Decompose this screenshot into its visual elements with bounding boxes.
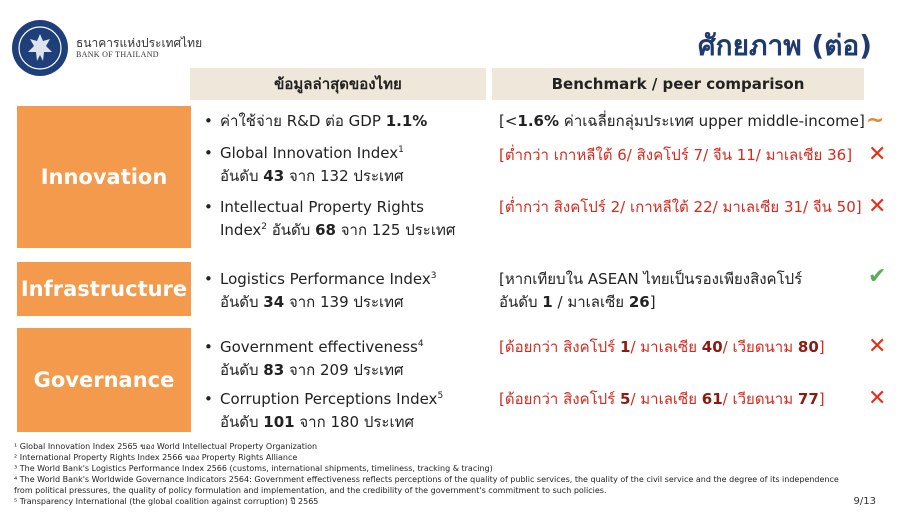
list-item: • ค่าใช้จ่าย R&D ต่อ GDP 1.1%	[204, 112, 428, 130]
tilde-icon: ~	[866, 108, 885, 133]
footnote: ⁴ The World Bank's Worldwide Governance Indicators 2564: Government effectiveness reflects perceptions of the quality of public services, the quality of the civil service and the degree of its independence from political pressures, the quality of policy formulation and implementation, and the credibility of the government's commitment to such policies.	[14, 475, 839, 495]
category-innovation: Innovation	[17, 106, 191, 248]
cross-icon: ✕	[868, 386, 887, 411]
footnotes	[14, 441, 844, 507]
cross-icon: ✕	[868, 194, 887, 219]
bank-name-english: BANK OF THAILAND	[76, 50, 159, 59]
list-item: • Global Innovation Index$^1$ อันดับ 43 จาก 132 ประเทศ	[204, 144, 404, 185]
benchmark-text: [<1.6% ค่าเฉลี่ยกลุ่มประเทศ upper middle-income]	[499, 112, 865, 130]
bank-name-thai: ธนาคารแห่งประเทศไทย	[76, 36, 203, 50]
benchmark-text: [ด้อยกว่า สิงคโปร์ 5/ มาเลเซีย 61/ เวียดนาม 77]	[499, 390, 825, 408]
category-infrastructure: Infrastructure	[17, 262, 191, 316]
column-header-thai-data: ข้อมูลล่าสุดของไทย	[190, 68, 486, 100]
cross-icon: ✕	[868, 334, 887, 359]
check-icon: ✔	[868, 264, 887, 289]
list-item: • Government effectiveness$^4$ อันดับ 83 จาก 209 ประเทศ	[204, 338, 424, 379]
column-header-benchmark: Benchmark / peer comparison	[492, 68, 864, 100]
list-item: • Corruption Perceptions Index$^5$ อันดับ 101 จาก 180 ประเทศ	[204, 390, 444, 431]
garuda-emblem-icon	[17, 25, 63, 71]
bank-of-thailand-logo	[12, 20, 68, 76]
cross-icon: ✕	[868, 142, 887, 167]
benchmark-text: [ด้อยกว่า สิงคโปร์ 1/ มาเลเซีย 40/ เวียดนาม 80]	[499, 338, 825, 356]
benchmark-text: [ต่ำกว่า สิงคโปร์ 2/ เกาหลีใต้ 22/ มาเลเซีย 31/ จีน 50]	[499, 198, 862, 216]
slide	[4, 4, 902, 516]
page-number: 9/13	[853, 496, 876, 507]
benchmark-text: [หากเทียบใน ASEAN ไทยเป็นรองเพียงสิงคโปร์ อันดับ 1 / มาเลเซีย 26]	[499, 270, 803, 311]
footnote: ³ The World Bank's Logistics Performance Index 2566 (customs, international shipments, timeliness, tracking & tracing)	[14, 464, 493, 473]
page-title: ศักยภาพ (ต่อ)	[697, 29, 872, 62]
footnote: ¹ Global Innovation Index 2565 ของ World Intellectual Property Organization	[14, 442, 318, 451]
footnote: ⁵ Transparency International (the global coalition against corruption) ปี 2565	[14, 497, 319, 506]
category-governance: Governance	[17, 328, 191, 432]
list-item: • Logistics Performance Index$^3$ อันดับ 34 จาก 139 ประเทศ	[204, 270, 437, 311]
footnote: ² International Property Rights Index 2566 ของ Property Rights Alliance	[14, 453, 298, 462]
list-item: • Intellectual Property Rights Index$^2$ อันดับ 68 จาก 125 ประเทศ	[204, 198, 456, 239]
benchmark-text: [ต่ำกว่า เกาหลีใต้ 6/ สิงคโปร์ 7/ จีน 11/ มาเลเซีย 36]	[499, 146, 853, 164]
